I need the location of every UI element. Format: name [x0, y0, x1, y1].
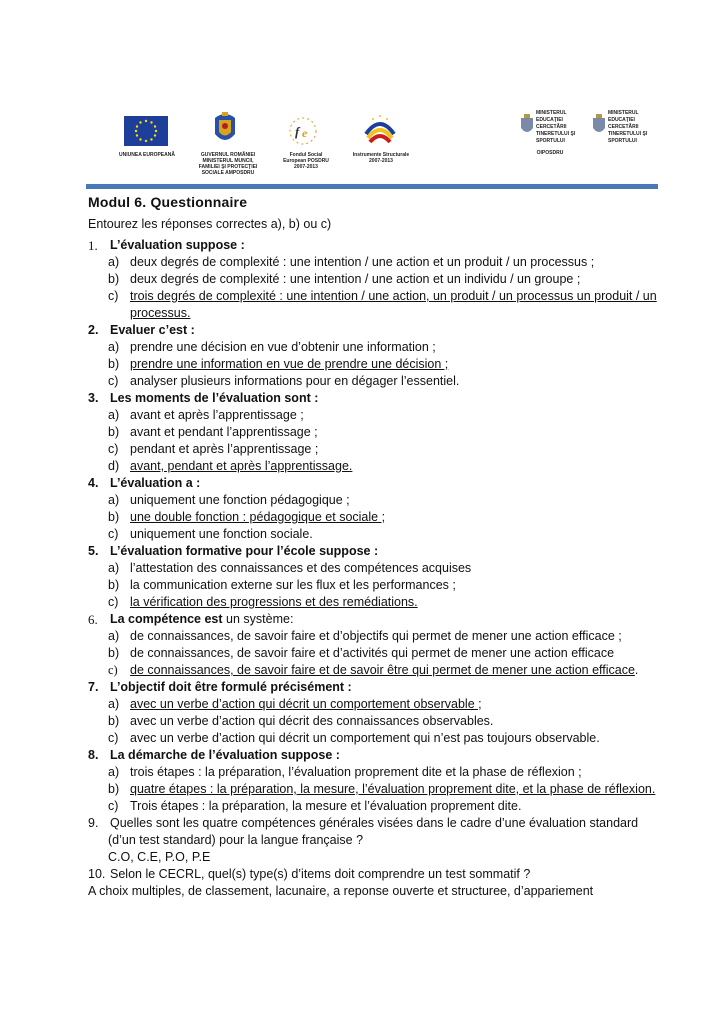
option-correct: b) une double fonction : pédagogique et sociale ;	[108, 510, 386, 524]
option-continuation: processus.	[130, 306, 191, 320]
structural-caption: Instrumente Structurale 2007-2013	[352, 152, 410, 164]
fse-icon	[288, 116, 318, 146]
header-divider	[86, 184, 658, 189]
ministry-crest-icon-2	[592, 114, 606, 136]
question-7: 7. L’objectif doit être formulé précisément :	[88, 680, 352, 694]
question-2: 2. Evaluer c’est :	[88, 323, 195, 337]
option-correct: c) de connaissances, de savoir faire et de savoir être qui permet de mener une action efficace.	[108, 663, 639, 677]
question-10: 10. Selon le CECRL, quel(s) type(s) d’items doit comprendre un test sommatif ?	[88, 867, 531, 881]
option: a) l’attestation des connaissances et des compétences acquises	[108, 561, 472, 575]
question-1: 1. L’évaluation suppose :	[88, 238, 245, 253]
coat-of-arms-icon	[212, 110, 238, 148]
question-4: 4. L’évaluation a :	[88, 476, 201, 490]
option: a) de connaissances, de savoir faire et d’objectifs qui permet de mener une action efficace ;	[108, 629, 622, 643]
option: b) avant et pendant l’apprentissage ;	[108, 425, 318, 439]
instruction-text: Entourez les réponses correctes a), b) ou c)	[88, 217, 332, 231]
option: b) avec un verbe d’action qui décrit des connaissances observables.	[108, 714, 494, 728]
option-correct: c) trois degrés de complexité : une intention / une action, un produit / un processus un produit / un	[108, 289, 657, 303]
header-logos	[0, 0, 728, 190]
document-title: Modul 6. Questionnaire	[88, 194, 248, 210]
ministry-text-2: MINISTERUL EDUCAŢIEI CERCETĂRII TINERETULUI ŞI SPORTULUI	[608, 110, 648, 144]
option: b) deux degrés de complexité : une intention / une action et un individu / un groupe ;	[108, 272, 581, 286]
questionnaire	[88, 237, 657, 900]
fse-caption: Fondul Social European POSDRU 2007-2013	[283, 152, 329, 170]
option: b) la communication externe sur les flux et les performances ;	[108, 578, 456, 592]
option: c) avec un verbe d’action qui décrit un comportement qui n’est pas toujours observable.	[108, 731, 600, 745]
question-9-continuation: (d’un test standard) pour la langue française ?	[108, 833, 364, 847]
question-3: 3. Les moments de l’évaluation sont :	[88, 391, 319, 405]
option: a) deux degrés de complexité : une intention / une action et un produit / un processus ;	[108, 255, 595, 269]
romania-caption: GUVERNUL ROMÂNIEI MINISTERUL MUNCII, FAMILIEI ŞI PROTECŢIEI SOCIALE AMPOSDRU	[198, 152, 258, 176]
eu-caption: UNIUNEA EUROPEANĂ	[119, 152, 175, 158]
option-correct: a) avec un verbe d’action qui décrit un comportement observable ;	[108, 697, 482, 711]
answer-10: A choix multiples, de classement, lacunaire, a reponse ouverte et structuree, d’appariement	[88, 884, 594, 898]
option: a) prendre une décision en vue d’obtenir une information ;	[108, 340, 436, 354]
question-8: 8. La démarche de l’évaluation suppose :	[88, 748, 340, 762]
option-correct: d) avant, pendant et après l’apprentissage.	[108, 459, 353, 473]
option: a) uniquement une fonction pédagogique ;	[108, 493, 350, 507]
question-9: 9. Quelles sont les quatre compétences générales visées dans le cadre d’une évaluation standard	[88, 816, 639, 830]
ministry-crest-icon	[520, 114, 534, 136]
question-6: 6. La compétence est un système:	[88, 612, 294, 627]
answer-9: C.O, C.E, P.O, P.E	[108, 850, 211, 864]
structural-instruments-icon	[360, 112, 400, 148]
eu-flag-icon	[124, 116, 168, 146]
svg-text:e: e	[302, 126, 308, 140]
option: c) analyser plusieurs informations pour en dégager l’essentiel.	[108, 374, 460, 388]
ministry-text-1: MINISTERUL EDUCAŢIEI CERCETĂRII TINERETULUI ŞI SPORTULUI	[536, 110, 576, 144]
option: b) de connaissances, de savoir faire et d’activités qui permet de mener une action efficace	[108, 646, 615, 660]
option-correct: c) la vérification des progressions et des remédiations.	[108, 595, 418, 609]
svg-text:f: f	[295, 124, 300, 139]
option-correct: b) quatre étapes : la préparation, la mesure, l’évaluation proprement dite, et la phase de réflexion.	[108, 782, 656, 796]
option: a) trois étapes : la préparation, l’évaluation proprement dite et la phase de réflexion ;	[108, 765, 582, 779]
oiposdru-caption: OIPOSDRU	[536, 150, 564, 156]
option: c) uniquement une fonction sociale.	[108, 527, 313, 541]
option: c) pendant et après l’apprentissage ;	[108, 442, 319, 456]
option: c) Trois étapes : la préparation, la mesure et l’évaluation proprement dite.	[108, 799, 522, 813]
option: a) avant et après l’apprentissage ;	[108, 408, 304, 422]
option-correct: b) prendre une information en vue de prendre une décision ;	[108, 357, 449, 371]
question-5: 5. L’évaluation formative pour l’école suppose :	[88, 544, 379, 558]
